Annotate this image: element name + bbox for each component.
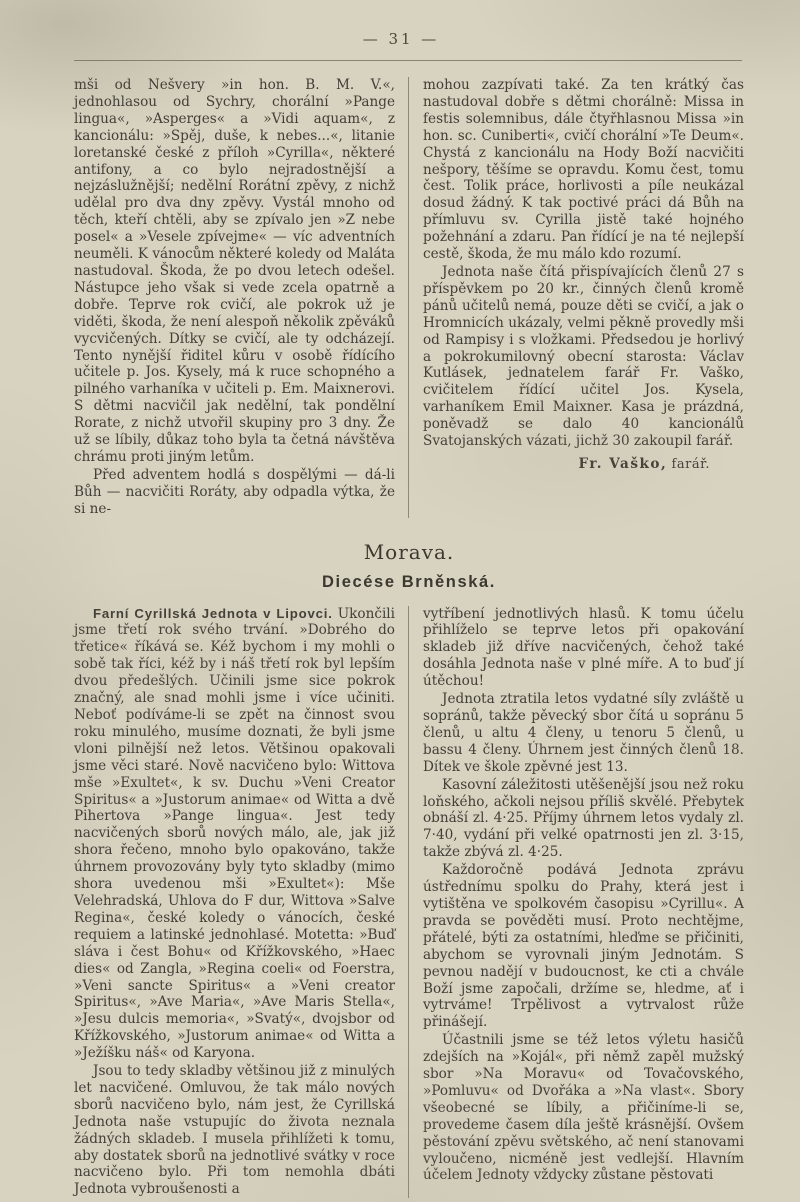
paragraph-with-lead: [74, 606, 395, 1062]
article-signature: [423, 456, 744, 474]
article-lead-title: Farní Cyrillská Jednota v Lipovci.: [93, 605, 333, 621]
paragraph: Každoročně podává Jednota zprávu ústřednímu spolku do Prahy, která jest i vytištěna ve spolkovém časopisu »Cyrillu«. A pravda se pověděti musí. Proto nechtějme, přátelé, býti za ostatními, hleďme se přičiniti, abychom se vyrovnali jiným Jednotám. S pevnou nadějí v budoucnost, ke cti a chvále Boží jsme započali, držíme se, hledme, ať i vytrváme! Trpělivost a vytrvalost růže přinášejí.: [423, 862, 744, 1031]
paragraph: Účastnili jsme se též letos výletu hasičů zdejších na »Kojál«, při němž zapěl mužský sbor »Na Moravu« od Tovačovského, »Pomluvu« od Dvořáka a »Na vlast«. Sbory všeobecné se líbily, a přičiníme-li se, provedeme časem díla ještě krásnější. Ovšem pěstování zpěvu světského, ač není stanovami vyloučeno, nicméně jest vedlejší. Hlavním účelem Jednoty vždycky zůstane pěstovati: [423, 1032, 744, 1184]
section-headings: [74, 540, 744, 592]
bottom-right-column: [409, 606, 744, 1199]
paragraph: Jsou to tedy skladby většinou již z minulých let nacvičené. Omluvou, že tak málo nových sborů nacvičeno bylo, nám jest, že Cyrillská Jednota naše vstupujíc do života neznala žádných skladeb. I musela přihlížeti k tomu, aby dostatek sborů na jednotlivé svátky v roce nacvičeno bylo. Při tom nemohla dbáti Jednota vybroušenosti a: [74, 1063, 395, 1198]
top-left-column: [74, 77, 409, 518]
paragraph: Jednota ztratila letos vydatné síly zvláště u sopránů, takže pěvecký sbor čítá u sopránu 5 členů, u altu 4 členy, u tenoru 5 členů, u bassu 4 členy. Úhrnem jest činných členů 18. Dítek ve škole zpěvné jest 13.: [423, 691, 744, 775]
header-rule: [74, 60, 742, 61]
paragraph: mši od Nešvery »in hon. B. M. V.«, jednohlasou od Sychry, chorální »Pange lingua«, »Asperges« a »Vidi aquam«, z kancionálu: »Spěj, duše, k nebes...«, litanie loretanské české z příloh »Cyrilla«, některé antifony, a co bylo nejradostnější a nejzáslužnější; nedělní Rorátní zpěvy, z nichž udělal pro dva dny zpěvy. Vystál mnoho od těch, kteří chtěli, aby se zpívalo jen »Z nebe posel« a »Vesele zpívejme« — víc adventních neuměli. K vánocům některé koledy od Maláta nastudoval. Škoda, že po dvou letech odešel. Nástupce jeho však si vede zcela opatrně a dobře. Teprve rok cvičí, ale pokrok už je viděti, škoda, že není alespoň několik zpěváků vycvičených. Dítky se cvičí, ale ty odcházejí. Tento nynější řiditel kůru v osobě řídícího učitele p. Jos. Kysely, má k ruce schopného a pilného varhaníka v učiteli p. Em. Maixnerovi. S dětmi nacvičil jak nedělní, tak pondělní Rorate, z nichž utvořil skupiny pro 3 dny. Že už se líbily, důkaz toho byla ta četná návštěva chrámu proti jiným letům.: [74, 77, 395, 465]
top-right-column: [409, 77, 744, 518]
section-subtitle: Diecése Brněnská.: [322, 572, 496, 591]
paragraph: Jednota naše čítá přispívajících členů 27 s příspěvkem po 20 kr., činných členů kromě pánů učitelů nemá, pouze děti se cvičí, a jak o Hromnicích ukázaly, velmi pěkně provedly mši od Rampisy i s vložkami. Předsedou je horlivý a pokrokumilovný obecní starosta: Václav Kutlásek, jednatelem farář Fr. Vaško, cvičitelem řídící učitel Jos. Kysela, varhaníkem Emil Maixner. Kasa je prázdná, poněvadž se dalo 40 kancionálů Svatojanských vázati, jichž 30 zakoupil farář.: [423, 263, 744, 450]
top-section: [74, 77, 744, 518]
page-number: — 31 —: [362, 30, 440, 48]
paragraph: vytříbení jednotlivých hlasů. K tomu účelu přihlíželo se teprve letos při opakování skladeb již dříve nacvičených, čehož také dosáhla Jednota naše v plné míře. A to buď jí útěchou!: [423, 605, 744, 690]
signature-title: farář.: [671, 456, 710, 472]
paragraph: mohou zazpívati také. Za ten krátký čas nastudoval dobře s dětmi chorálně: Missa in festis solemnibus, dále čtyřhlasnou Missa »in hon. sc. Cuniberti«, cvičí chorální »Te Deum«. Chystá z kancionálu na Hody Boží nacvičiti nešpory, těšíme se opravdu. Komu čest, tomu čest. Tolik práce, horlivosti a píle neukázal dosud žádný. K tak poctivé práci dá Bůh na přímluvu sv. Cyrilla jistě také hojného požehnání a zdaru. Pan řídící je na té nejlepší cestě, škoda, že mu málo kdo rozumí.: [423, 77, 744, 263]
paragraph: Před adventem hodlá s dospělými — dá-li Bůh — nacvičiti Roráty, aby odpadla výtka, že si ne-: [74, 466, 395, 517]
paragraph: Kasovní záležitosti utěšenější jsou než roku loňského, ačkoli nejsou příliš skvělé. Přebytek obnáší zl. 4·25. Příjmy úhrnem letos vydaly zl. 7·40, vydání při velké opatrnosti jen zl. 3·15, takže zbývá zl. 4·25.: [423, 776, 744, 861]
signature-name: Fr. Vaško,: [578, 455, 668, 472]
bottom-left-column: [74, 606, 409, 1199]
section-title: Morava.: [363, 539, 455, 564]
bottom-section: [74, 606, 744, 1199]
article-lead-body: Ukončili jsme třetí rok svého trvání. »Dobrého do třetice« říkává se. Kéž bychom i my mohli o sobě tak říci, kéž by i náš třetí rok byl lepším dvou předešlých. Učinili jsme sice pokrok značný, ale snad mohli jsme i více učiniti. Neboť podíváme-li se zpět na činnost svou roku minulého, musíme doznati, že byli jsme vloni pilnější než letos. Většinou opakovali jsme věci staré. Nově nacvičeno bylo: Wittova mše »Exultet«, k sv. Duchu »Veni Creator Spiritus« a »Justorum animae« od Witta a dvě Pihertova »Pange lingua«. Jest tedy nacvičených sborů nových málo, ale, jak již shora řečeno, mnoho bylo opakováno, takže úhrnem provozovány byly tyto skladby (mimo shora uvedenou mši »Exultet«): Mše Velehradská, Uhlova do F dur, Wittova »Salve Regina«, české koledy o vánocích, české requiem a latinské jednohlasé. Motetta: »Buď sláva i čest Bohu« od Křížkovského, »Haec dies« od Zangla, »Regina coeli« od Foerstra, »Veni sancte Spiritus« a »Veni creator Spiritus«, »Ave Maria«, »Ave Maris Stella«, »Jesu dulcis memoria«, »Svatý«, dvojsbor od Křížkovského, »Justorum animae« od Witta a »Ježíšku náš« od Karyona.: [74, 605, 395, 1062]
